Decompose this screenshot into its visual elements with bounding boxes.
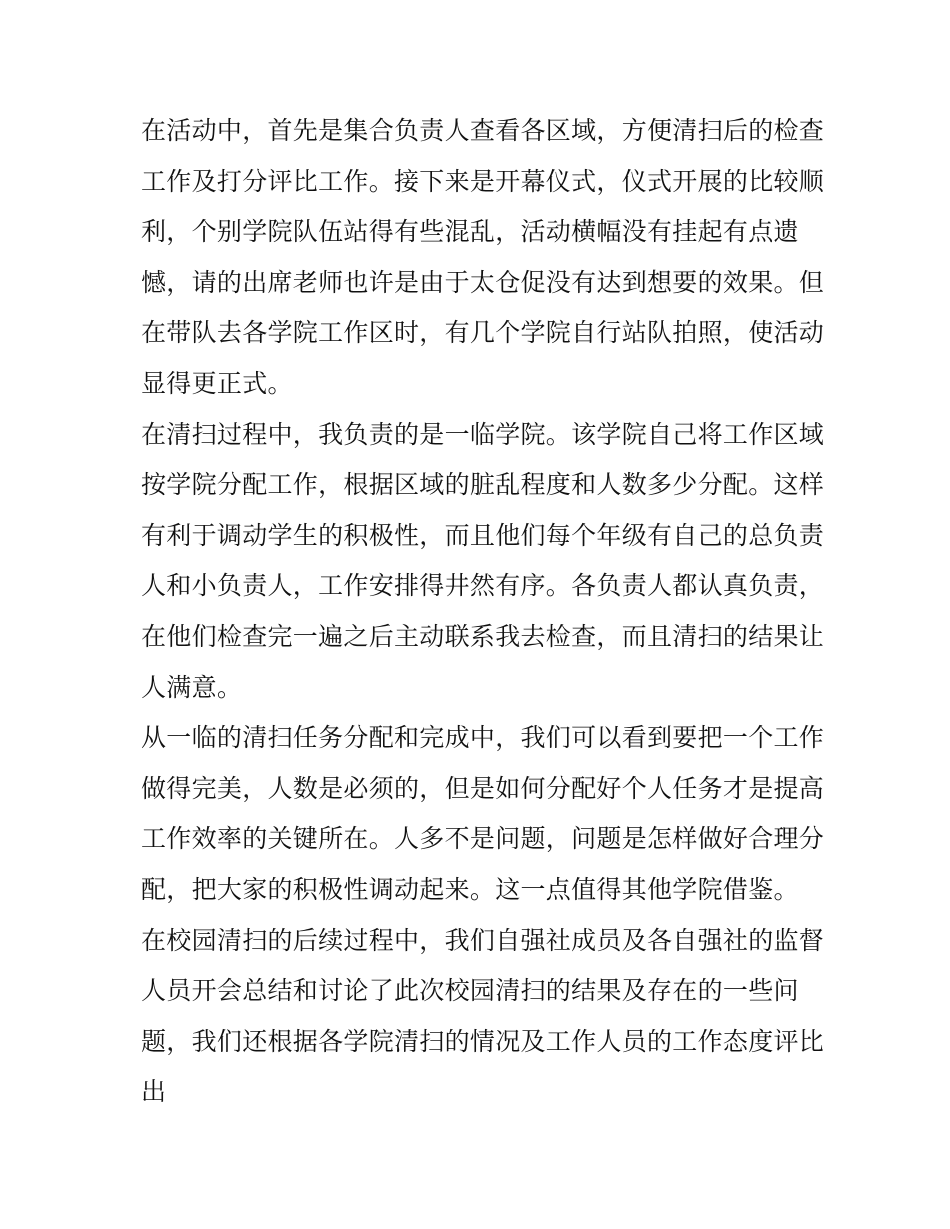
text-line: 憾，请的出席老师也许是由于太仓促没有达到想要的效果。但 (141, 267, 825, 297)
text-line: 在校园清扫的后续过程中，我们自强社成员及各自强社的监督 (141, 925, 825, 955)
text-line: 从一临的清扫任务分配和完成中，我们可以看到要把一个工作 (141, 723, 825, 753)
text-line: 在带队去各学院工作区时，有几个学院自行站队拍照，使活动 (141, 318, 825, 348)
text-line: 在他们检查完一遍之后主动联系我去检查，而且清扫的结果让 (141, 621, 825, 651)
text-line: 按学院分配工作，根据区域的脏乱程度和人数多少分配。这样 (141, 470, 825, 500)
text-line: 工作效率的关键所在。人多不是问题，问题是怎样做好合理分 (141, 824, 825, 854)
text-line: 在活动中，首先是集合负责人查看各区域，方便清扫后的检查 (141, 116, 825, 145)
document-body (141, 106, 825, 1118)
text-line: 有利于调动学生的积极性，而且他们每个年级有自己的总负责 (141, 520, 825, 550)
text-line: 利，个别学院队伍站得有些混乱，活动横幅没有挂起有点遗 (141, 217, 799, 247)
text-line: 出 (141, 1077, 167, 1107)
text-line: 配，把大家的积极性调动起来。这一点值得其他学院借鉴。 (141, 874, 799, 904)
text-line: 在清扫过程中，我负责的是一临学院。该学院自己将工作区域 (141, 419, 825, 449)
text-line: 人满意。 (141, 672, 243, 702)
text-line: 人员开会总结和讨论了此次校园清扫的结果及存在的一些问 (141, 976, 799, 1006)
text-line: 人和小负责人，工作安排得井然有序。各负责人都认真负责， (141, 571, 825, 601)
text-line: 题，我们还根据各学院清扫的情况及工作人员的工作态度评比 (141, 1026, 825, 1056)
text-line: 做得完美，人数是必须的，但是如何分配好个人任务才是提高 (141, 773, 825, 803)
text-line: 工作及打分评比工作。接下来是开幕仪式，仪式开展的比较顺 (141, 166, 825, 196)
text-line: 显得更正式。 (141, 368, 293, 398)
